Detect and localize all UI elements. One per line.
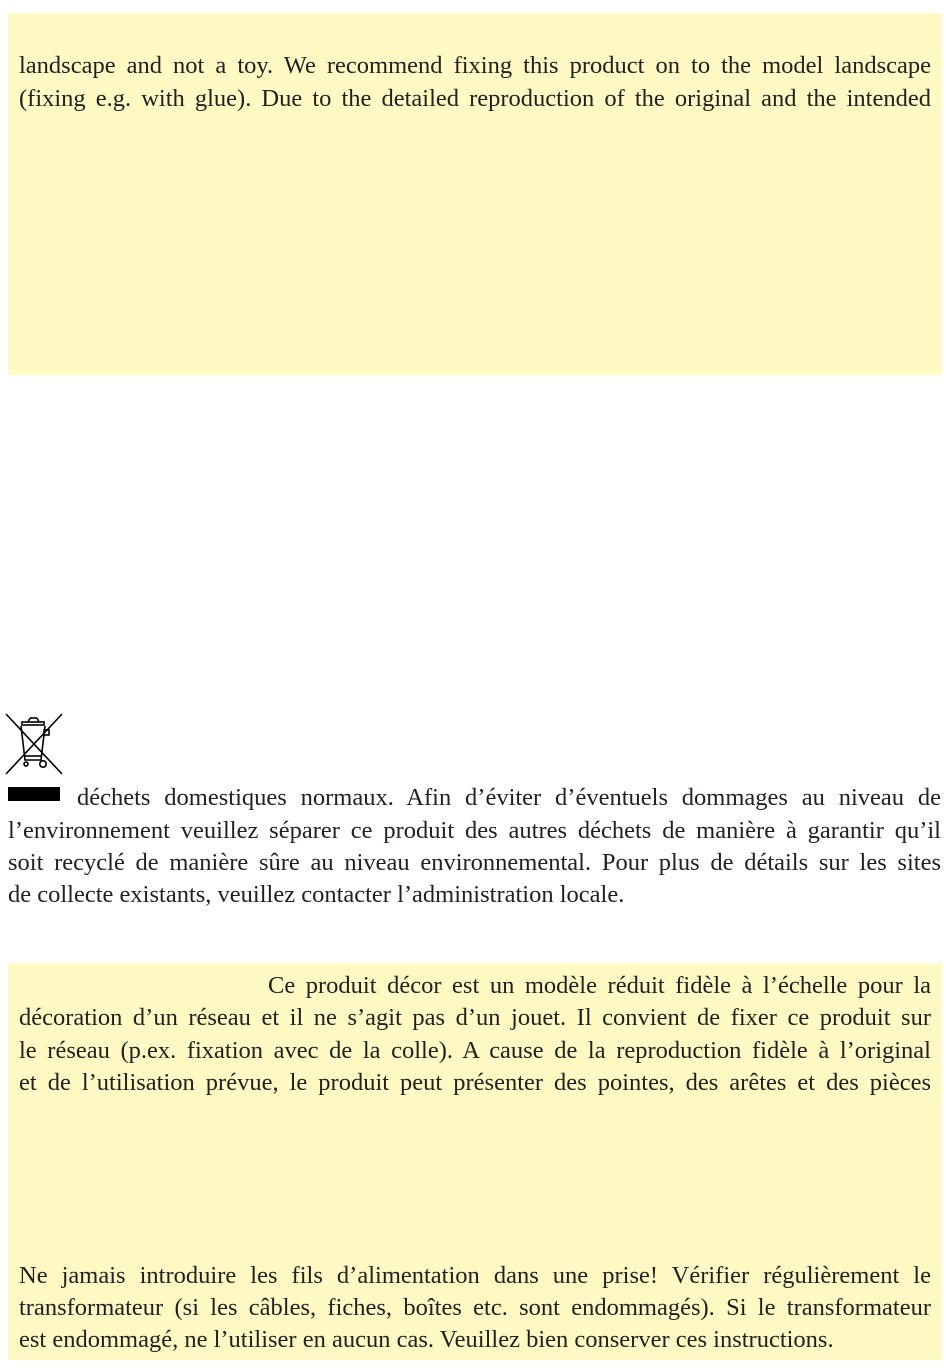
french-notice-line-3: le réseau (p.ex. fixation avec de la colle). A cause de la reproduction fidèle à l’original — [19, 1037, 931, 1064]
english-notice-line-2: (fixing e.g. with glue). Due to the detailed reproduction of the original and the intended — [19, 85, 931, 112]
french-notice-line-1: Ce produit décor est un modèle réduit fidèle à l’échelle pour la — [268, 972, 931, 999]
disposal-line-1: déchets domestiques normaux. Afin d’éviter d’éventuels dommages au niveau de — [77, 784, 941, 811]
disposal-line-2: l’environnement veuillez séparer ce produit des autres déchets de manière à garantir qu’il — [8, 817, 941, 844]
disposal-line-3: soit recyclé de manière sûre au niveau environnemental. Pour plus de détails sur les sites — [8, 849, 941, 876]
disposal-line-4: de collecte existants, veuillez contacter l’administration locale. — [8, 881, 625, 908]
crossed-out-wheelie-bin-icon — [4, 712, 64, 776]
english-notice-line-1: landscape and not a toy. We recommend fixing this product on to the model landscape — [19, 52, 931, 79]
warning-line-3: est endommagé, ne l’utiliser en aucun cas. Veuillez bien conserver ces instructions. — [19, 1326, 834, 1353]
warning-line-2: transformateur (si les câbles, fiches, boîtes etc. sont endommagés). Si le transformateur — [19, 1294, 931, 1321]
warning-line-1: Ne jamais introduire les fils d’alimentation dans une prise! Vérifier régulièrement le — [19, 1262, 931, 1289]
french-notice-line-2: décoration d’un réseau et il ne s’agit pas d’un jouet. Il convient de fixer ce produit sur — [19, 1004, 931, 1031]
french-notice-line-4: et de l’utilisation prévue, le produit peut présenter des pointes, des arêtes et des pièces — [19, 1069, 931, 1096]
weee-bar-marker — [8, 787, 60, 801]
